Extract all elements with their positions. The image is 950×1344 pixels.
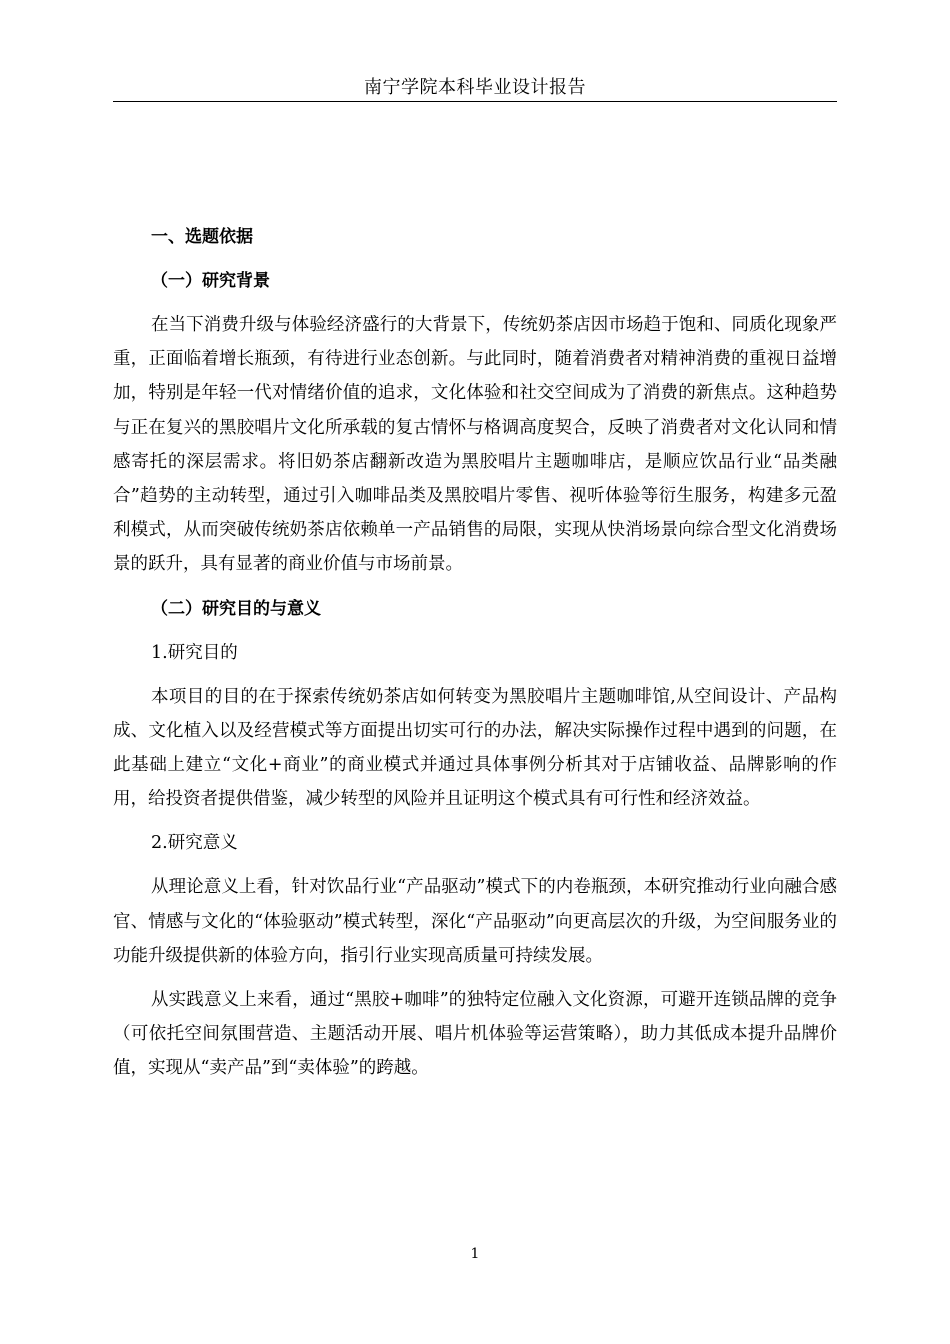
background-paragraph: 在当下消费升级与体验经济盛行的大背景下，传统奶茶店因市场趋于饱和、同质化现象严重，正面临着增长瓶颈，有待进行业态创新。与此同时，随着消费者对精神消费的重视日益增加，特别是年轻一代对情绪价值的追求，文化体验和社交空间成为了消费的新焦点。这种趋势与正在复兴的黑胶唱片文化所承载的复古情怀与格调高度契合，反映了消费者对文化认同和情感寄托的深层需求。将旧奶茶店翻新改造为黑胶唱片主题咖啡店，是顺应饮品行业“品类融合”趋势的主动转型，通过引入咖啡品类及黑胶唱片零售、视听体验等衍生服务，构建多元盈利模式，从而突破传统奶茶店依赖单一产品销售的局限，实现从快消场景向综合型文化消费场景的跃升，具有显著的商业价值与市场前景。 [113,315,837,575]
purpose-paragraph: 本项目的目的在于探索传统奶茶店如何转变为黑胶唱片主题咖啡馆,从空间设计、产品构成、文化植入以及经营模式等方面提出切实可行的办法，解决实际操作过程中遇到的问题，在此基础上建立“文化+商业”的商业模式并通过具体事例分析其对于店铺收益、品牌影响的作用，给投资者提供借鉴，减少转型的风险并且证明这个模式具有可行性和经济效益。 [113,686,837,810]
subsection-heading-purpose-significance: （二）研究目的与意义 [151,598,321,619]
subsection-heading-background: （一）研究背景 [151,271,270,291]
header-divider [113,101,837,102]
theoretical-significance-paragraph: 从理论意义上看，针对饮品行业“产品驱动”模式下的内卷瓶颈，本研究推动行业向融合感官、情感与文化的“体验驱动”模式转型，深化“产品驱动”向更高层次的升级，为空间服务业的功能升级提供新的体验方向，指引行业实现高质量可持续发展。 [113,877,837,966]
item-heading-significance: 2.研究意义 [151,833,238,854]
document-body [113,220,837,1096]
practical-significance-paragraph: 从实践意义上来看，通过“黑胶+咖啡”的独特定位融入文化资源，可避开连锁品牌的竞争（可依托空间氛围营造、主题活动开展、唱片机体验等运营策略），助力其低成本提升品牌价值，实现从“卖产品”到“卖体验”的跨越。 [113,990,837,1079]
section-heading: 一、选题依据 [151,227,253,247]
page-number: 1 [470,1246,480,1262]
page-header: 南宁学院本科毕业设计报告 [364,77,586,98]
item-heading-purpose: 1.研究目的 [151,642,238,663]
